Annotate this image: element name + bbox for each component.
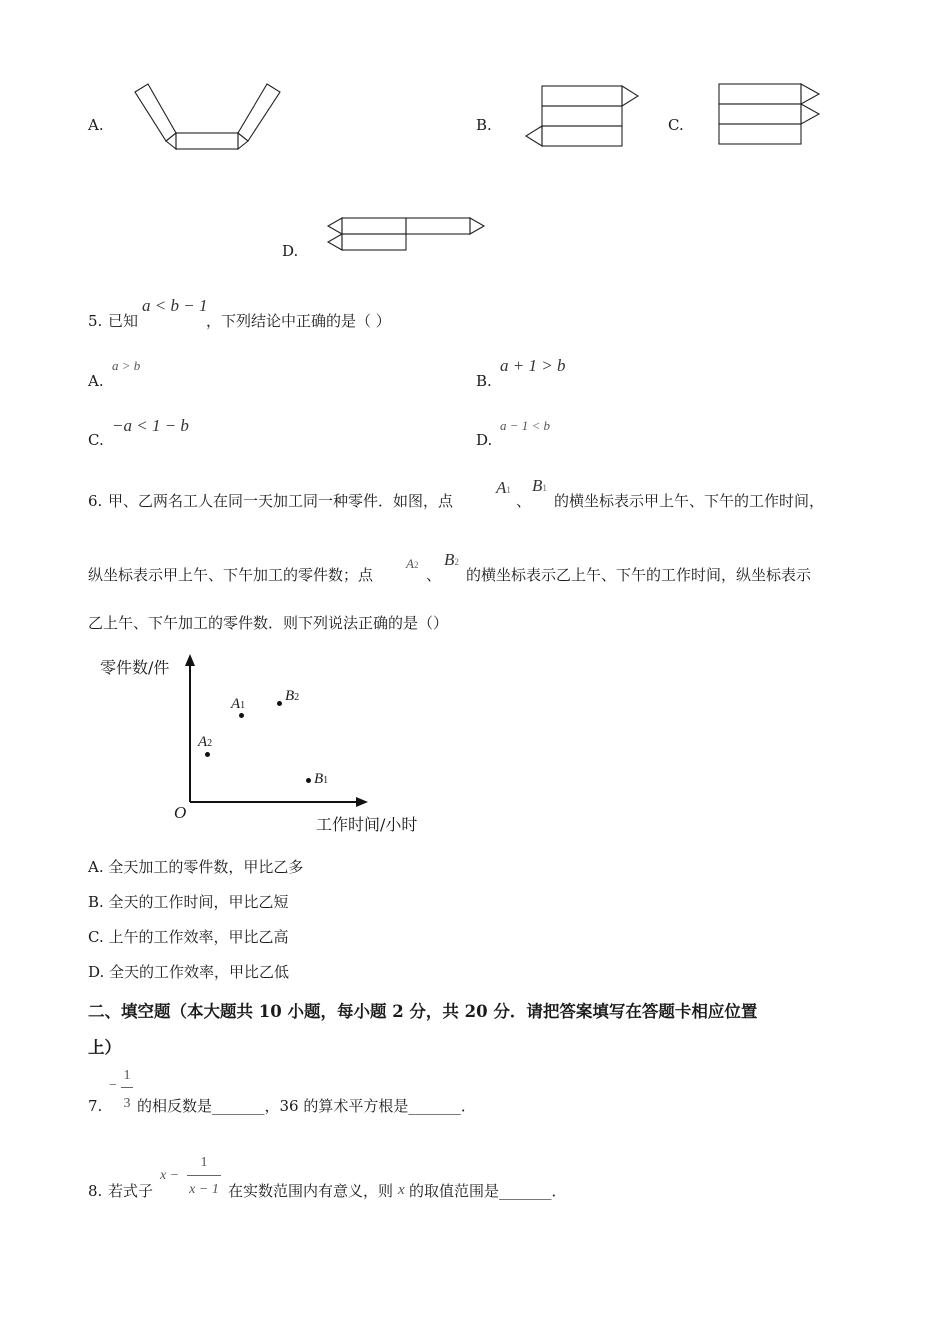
q8-text-b: 的取值范围是_______． (409, 1182, 567, 1200)
q6-graph-point-a2-label: A2 (198, 734, 213, 750)
q5-suffix: ，下列结论中正确的是（ ） (206, 312, 391, 330)
q5-option-b-label: B. (476, 372, 492, 390)
q4-option-c-label: C. (668, 116, 684, 134)
q6-option-a: A. 全天加工的零件数，甲比乙多 (88, 858, 304, 876)
q6-graph-origin: O (174, 803, 187, 822)
q8-fraction-bar (187, 1175, 221, 1176)
q8-prefix: 若式子 (108, 1182, 154, 1200)
q6-graph-axes (170, 650, 380, 810)
q7-fraction-sign: − (109, 1078, 117, 1093)
q6-sep2: 、 (426, 566, 442, 584)
q4-option-c-figure (717, 82, 827, 148)
q6-graph-point-b2-dot (277, 701, 282, 706)
q5-condition: a < b − 1 (142, 296, 208, 315)
q8-fraction-denominator: x − 1 (189, 1182, 219, 1197)
q8-number: 8. (88, 1182, 103, 1200)
q7-number: 7. (88, 1097, 103, 1115)
q6-option-d: D. 全天的工作效率，甲比乙低 (88, 963, 290, 981)
q6-line2-a: 纵坐标表示甲上午、下午加工的零件数；点 (88, 566, 374, 584)
q6-point-a2: A2 (406, 556, 419, 571)
q8-text-a: 在实数范围内有意义，则 (228, 1182, 394, 1200)
q6-graph-point-b2-label: B2 (285, 688, 300, 704)
q6-point-b1: B1 (532, 476, 547, 495)
q8-variable: x (398, 1182, 405, 1198)
q4-option-a-label: A. (88, 116, 104, 134)
q4-option-d-figure (326, 214, 488, 254)
q6-point-b2: B2 (444, 550, 459, 569)
q5-option-d-expr: a − 1 < b (500, 418, 551, 433)
q7-fraction-numerator: 1 (123, 1068, 131, 1083)
q5-option-c-label: C. (88, 431, 104, 449)
q6-line1-a: 甲、乙两名工人在同一天加工同一种零件．如图，点 (108, 492, 454, 510)
q6-line1-b: 的横坐标表示甲上午、下午的工作时间， (554, 492, 825, 510)
q6-sep1: 、 (516, 492, 532, 510)
q7-fraction-bar (121, 1087, 133, 1088)
q6-graph-y-label: 零件数/件 (100, 658, 170, 677)
q4-option-d-label: D. (282, 242, 299, 260)
q4-option-b-figure (522, 84, 642, 150)
q6-graph-point-b1-label: B1 (314, 771, 329, 787)
q6-graph-point-a1-label: A1 (231, 696, 246, 712)
q6-point-a1: A1 (496, 478, 511, 497)
q6-line3: 乙上午、下午加工的零件数．则下列说法正确的是（） (88, 614, 449, 632)
q7-text: 的相反数是_______，36 的算术平方根是_______． (137, 1097, 476, 1115)
q6-graph-point-a1-dot (239, 713, 244, 718)
q8-expr-x: x − (160, 1168, 180, 1183)
section-2-heading-line1: 二、填空题（本大题共 10 小题，每小题 2 分，共 20 分．请把答案填写在答题卡相应位置 (88, 1002, 758, 1021)
q6-option-b: B. 全天的工作时间，甲比乙短 (88, 893, 289, 911)
q5-option-d-label: D. (476, 431, 493, 449)
q6-graph-x-label: 工作时间/小时 (316, 815, 418, 834)
q5-option-a-expr: a > b (112, 358, 141, 373)
q7-fraction-denominator: 3 (123, 1096, 131, 1111)
q5-prefix: 已知 (108, 312, 139, 330)
q4-option-b-label: B. (476, 116, 492, 134)
q6-graph-point-b1-dot (306, 778, 311, 783)
q5-option-b-expr: a + 1 > b (500, 356, 566, 375)
q6-line2-b: 的横坐标表示乙上午、下午的工作时间，纵坐标表示 (466, 566, 812, 584)
q5-number: 5. (88, 312, 103, 330)
q6-number: 6. (88, 492, 103, 510)
q6-graph-point-a2-dot (205, 752, 210, 757)
q4-option-a-figure (130, 80, 285, 152)
q6-option-c: C. 上午的工作效率，甲比乙高 (88, 928, 289, 946)
q5-option-c-expr: −a < 1 − b (112, 416, 189, 435)
q5-option-a-label: A. (88, 372, 104, 390)
section-2-heading-line2: 上） (88, 1038, 121, 1057)
q8-fraction-numerator: 1 (200, 1155, 208, 1170)
